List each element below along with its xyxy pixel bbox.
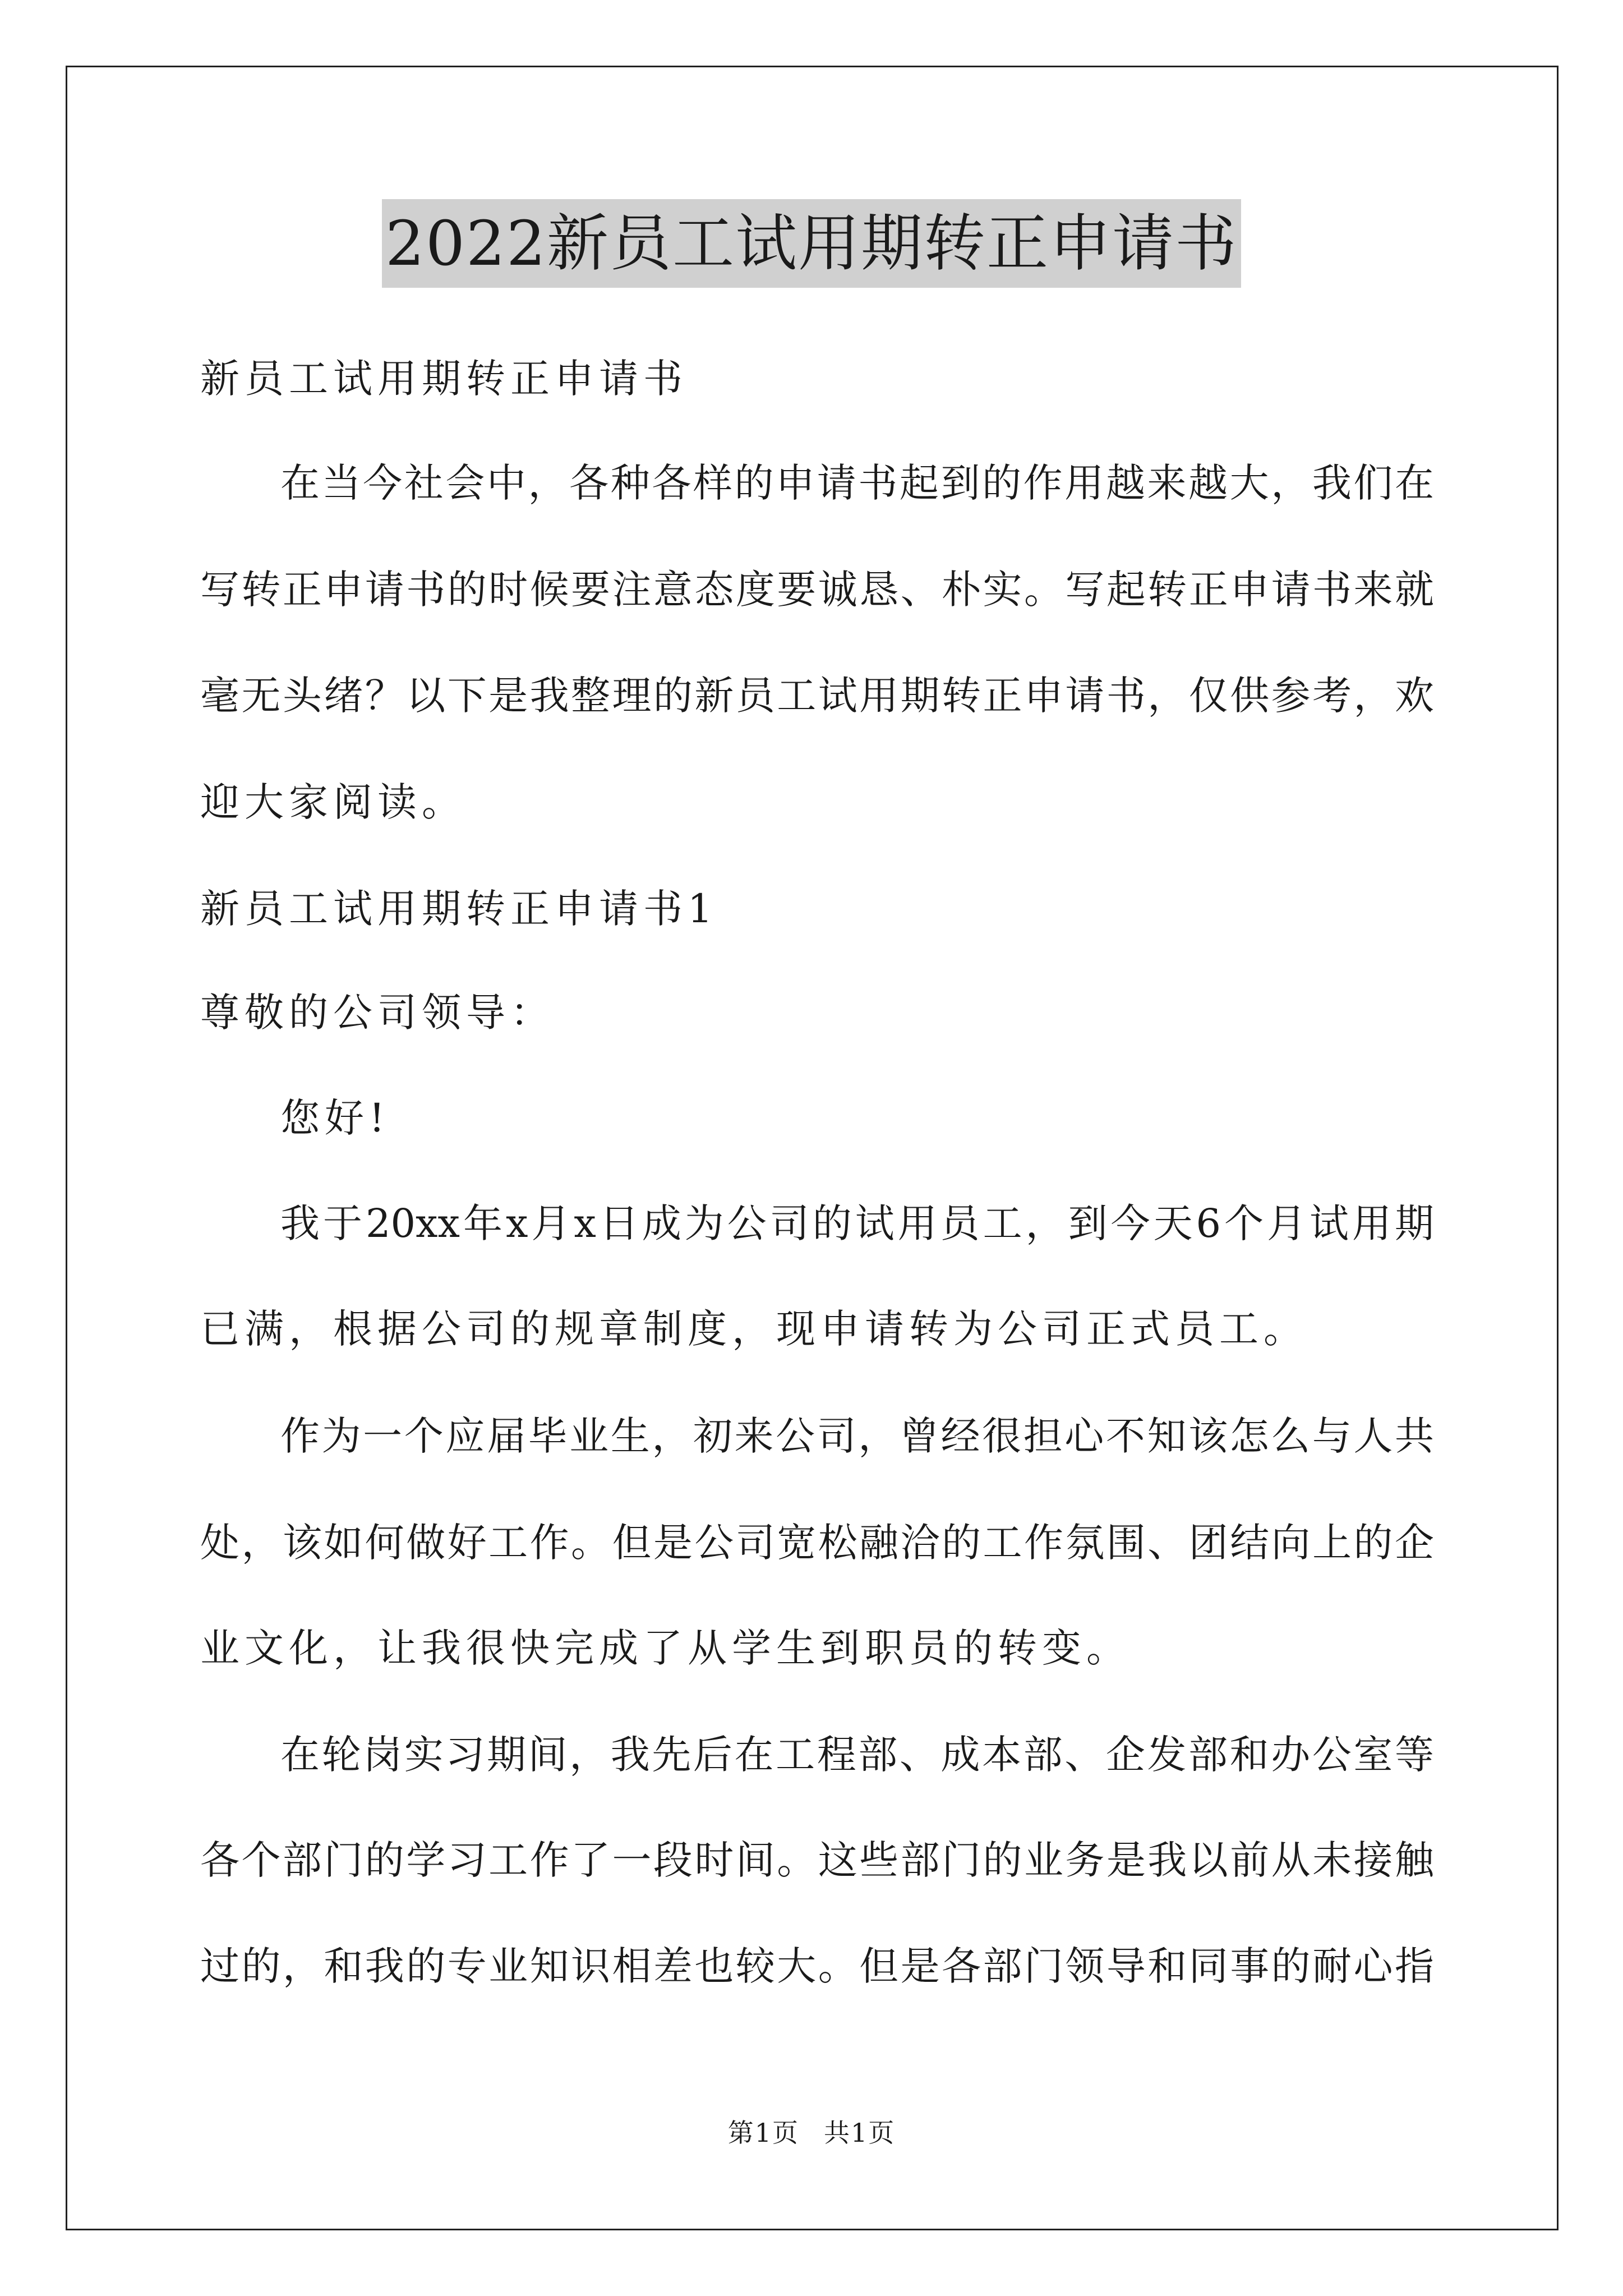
paragraph-line: 作为一个应届毕业生，初来公司，曾经很担心不知该怎么与人共 [280,1413,1434,1459]
page-total: 共1页 [824,2118,896,2148]
paragraph-line: 在轮岗实习期间，我先后在工程部、成本部、企发部和办公室等 [280,1732,1434,1778]
page-number: 第1页 [727,2118,799,2148]
paragraph-line: 各个部门的学习工作了一段时间。这些部门的业务是我以前从未接触 [200,1837,1434,1883]
paragraph-line: 业文化，让我很快完成了从学生到职员的转变。 [200,1625,1131,1671]
paragraph-line: 我于20xx年x月x日成为公司的试用员工，到今天6个月试用期 [280,1200,1434,1246]
paragraph-line: 毫无头绪？以下是我整理的新员工试用期转正申请书，仅供参考，欢 [200,673,1434,719]
title-container [0,199,1623,288]
salutation-line: 尊敬的公司领导： [200,990,555,1036]
paragraph-line: 已满，根据公司的规章制度，现申请转为公司正式员工。 [200,1306,1308,1352]
subtitle-line: 新员工试用期转正申请书 [200,356,688,402]
paragraph-line: 迎大家阅读。 [200,779,466,825]
document-title: 2022新员工试用期转正申请书 [382,199,1241,288]
paragraph-line: 写转正申请书的时候要注意态度要诚恳、朴实。写起转正申请书来就 [200,567,1434,613]
section-heading: 新员工试用期转正申请书1 [200,886,718,932]
greeting-line: 您好! [280,1095,390,1141]
paragraph-line: 过的，和我的专业知识相差也较大。但是各部门领导和同事的耐心指 [200,1943,1434,1989]
paragraph-line: 处，该如何做好工作。但是公司宽松融洽的工作氛围、团结向上的企 [200,1520,1434,1566]
page-footer [0,2116,1623,2150]
paragraph-line: 在当今社会中，各种各样的申请书起到的作用越来越大，我们在 [280,460,1434,506]
